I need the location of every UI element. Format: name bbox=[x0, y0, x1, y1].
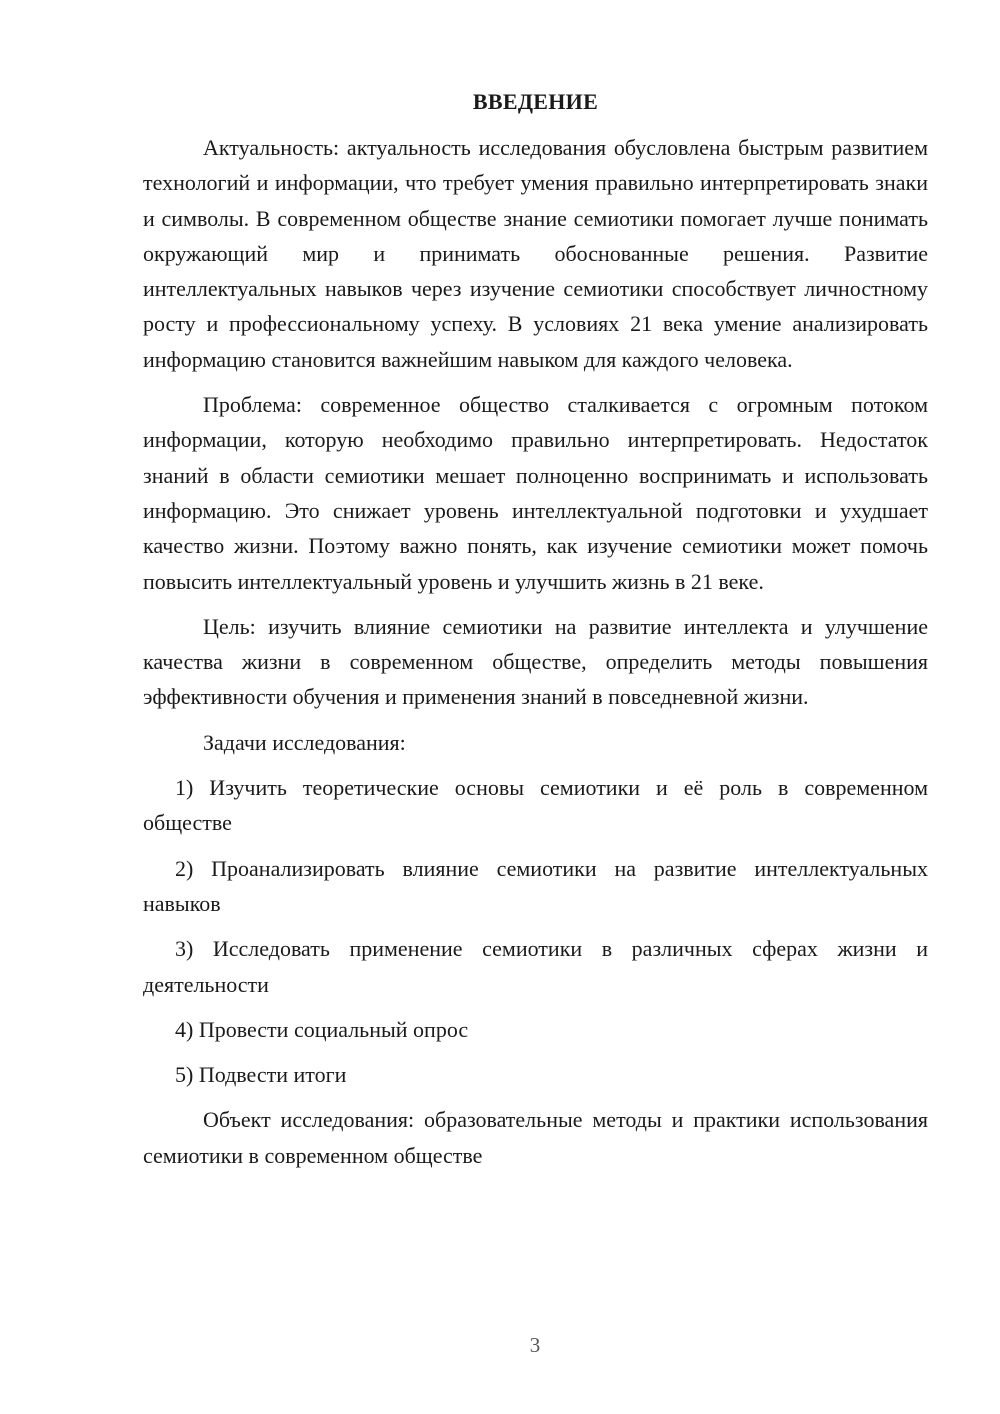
paragraph-problem: Проблема: современное общество сталкивается с огромным потоком информации, которую необходимо правильно интерпретировать. Недостаток знаний в области семиотики мешает полноценно воспринимать и использовать информацию. Это снижает уровень интеллектуальной подготовки и ухудшает качество жизни. Поэтому важно понять, как изучение семиотики может помочь повысить интеллектуальный уровень и улучшить жизнь в 21 веке. bbox=[143, 392, 928, 594]
tasks-heading: Задачи исследования: bbox=[203, 729, 406, 755]
task-item-2: 2) Проанализировать влияние семиотики на развитие интеллектуальных навыков bbox=[143, 855, 928, 916]
task-item-1: 1) Изучить теоретические основы семиотики и её роль в современном обществе bbox=[143, 775, 928, 836]
paragraph-goal: Цель: изучить влияние семиотики на развитие интеллекта и улучшение качества жизни в современном обществе, определить методы повышения эффективности обучения и применения знаний в повседневной жизни. bbox=[143, 613, 928, 710]
task-item-5: 5) Подвести итоги bbox=[175, 1062, 347, 1088]
page-number: 3 bbox=[529, 1333, 541, 1357]
document-page bbox=[143, 88, 928, 1183]
paragraph-relevance: Актуальность: актуальность исследования обусловлена быстрым развитием технологий и информации, что требует умения правильно интерпретировать знаки и символы. В современном обществе знание семиотики помогает лучше понимать окружающий мир и принимать обоснованные решения. Развитие интеллектуальных навыков через изучение семиотики способствует личностному росту и профессиональному успеху. В условиях 21 века умение анализировать информацию становится важнейшим навыком для каждого человека. bbox=[143, 135, 928, 372]
task-item-4: 4) Провести социальный опрос bbox=[175, 1016, 469, 1042]
paragraph-object: Объект исследования: образовательные методы и практики использования семиотики в современном обществе bbox=[143, 1107, 928, 1168]
section-heading: ВВЕДЕНИЕ bbox=[472, 89, 599, 114]
task-item-3: 3) Исследовать применение семиотики в различных сферах жизни и деятельности bbox=[143, 936, 928, 997]
